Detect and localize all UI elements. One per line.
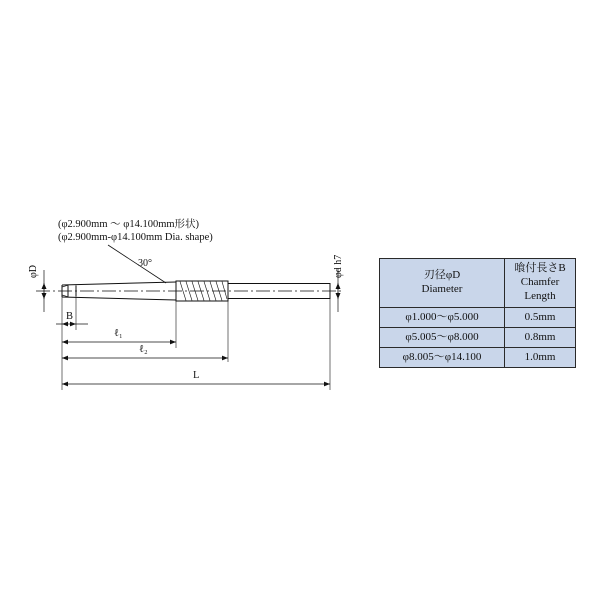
table-row [380, 328, 576, 348]
table-header-diameter-jp: 刃径φD [423, 269, 461, 282]
cell-diameter-range: φ1.000〜φ5.000 [380, 308, 505, 328]
cell-chamfer-length: 0.5mm [505, 308, 576, 328]
cell-chamfer-length: 1.0mm [505, 348, 576, 368]
cell-chamfer-length: 0.8mm [505, 328, 576, 348]
dimension-label-L: L [193, 370, 200, 381]
table-header-row [380, 259, 576, 308]
table-header-chamfer [505, 259, 576, 308]
leader-line [108, 245, 166, 283]
dimension-b [56, 322, 88, 327]
dimension-label-l2: ℓ₂ [139, 344, 148, 355]
table-header-chamfer-en-1: Chamfer [520, 276, 560, 289]
dimension-label-l1: ℓ₁ [114, 328, 123, 339]
angle-label: 30° [138, 258, 152, 269]
cell-diameter-range: φ5.005〜φ8.000 [380, 328, 505, 348]
dimension-l1 [62, 340, 176, 345]
shape-note-japanese: (φ2.900mm 〜 φ14.100mm形状) [58, 219, 200, 230]
dimension-l2 [62, 356, 228, 361]
table-row [380, 308, 576, 328]
chamfer-length-table [379, 258, 576, 368]
cell-diameter-range: φ8.005〜φ14.100 [380, 348, 505, 368]
table-header-diameter-en: Diameter [421, 283, 463, 295]
diameter-label-shank: φd h7 [333, 254, 344, 278]
dimension-label-b: B [66, 311, 74, 322]
table-header-chamfer-jp: 喰付長さB [514, 262, 566, 275]
table-row [380, 348, 576, 368]
diameter-label-major: φD [28, 265, 39, 278]
shape-note-english: (φ2.900mm-φ14.100mm Dia. shape) [58, 232, 213, 243]
dimension-L [62, 382, 330, 387]
table-header-chamfer-en-2: Length [524, 289, 556, 302]
table-header-diameter [380, 259, 505, 308]
